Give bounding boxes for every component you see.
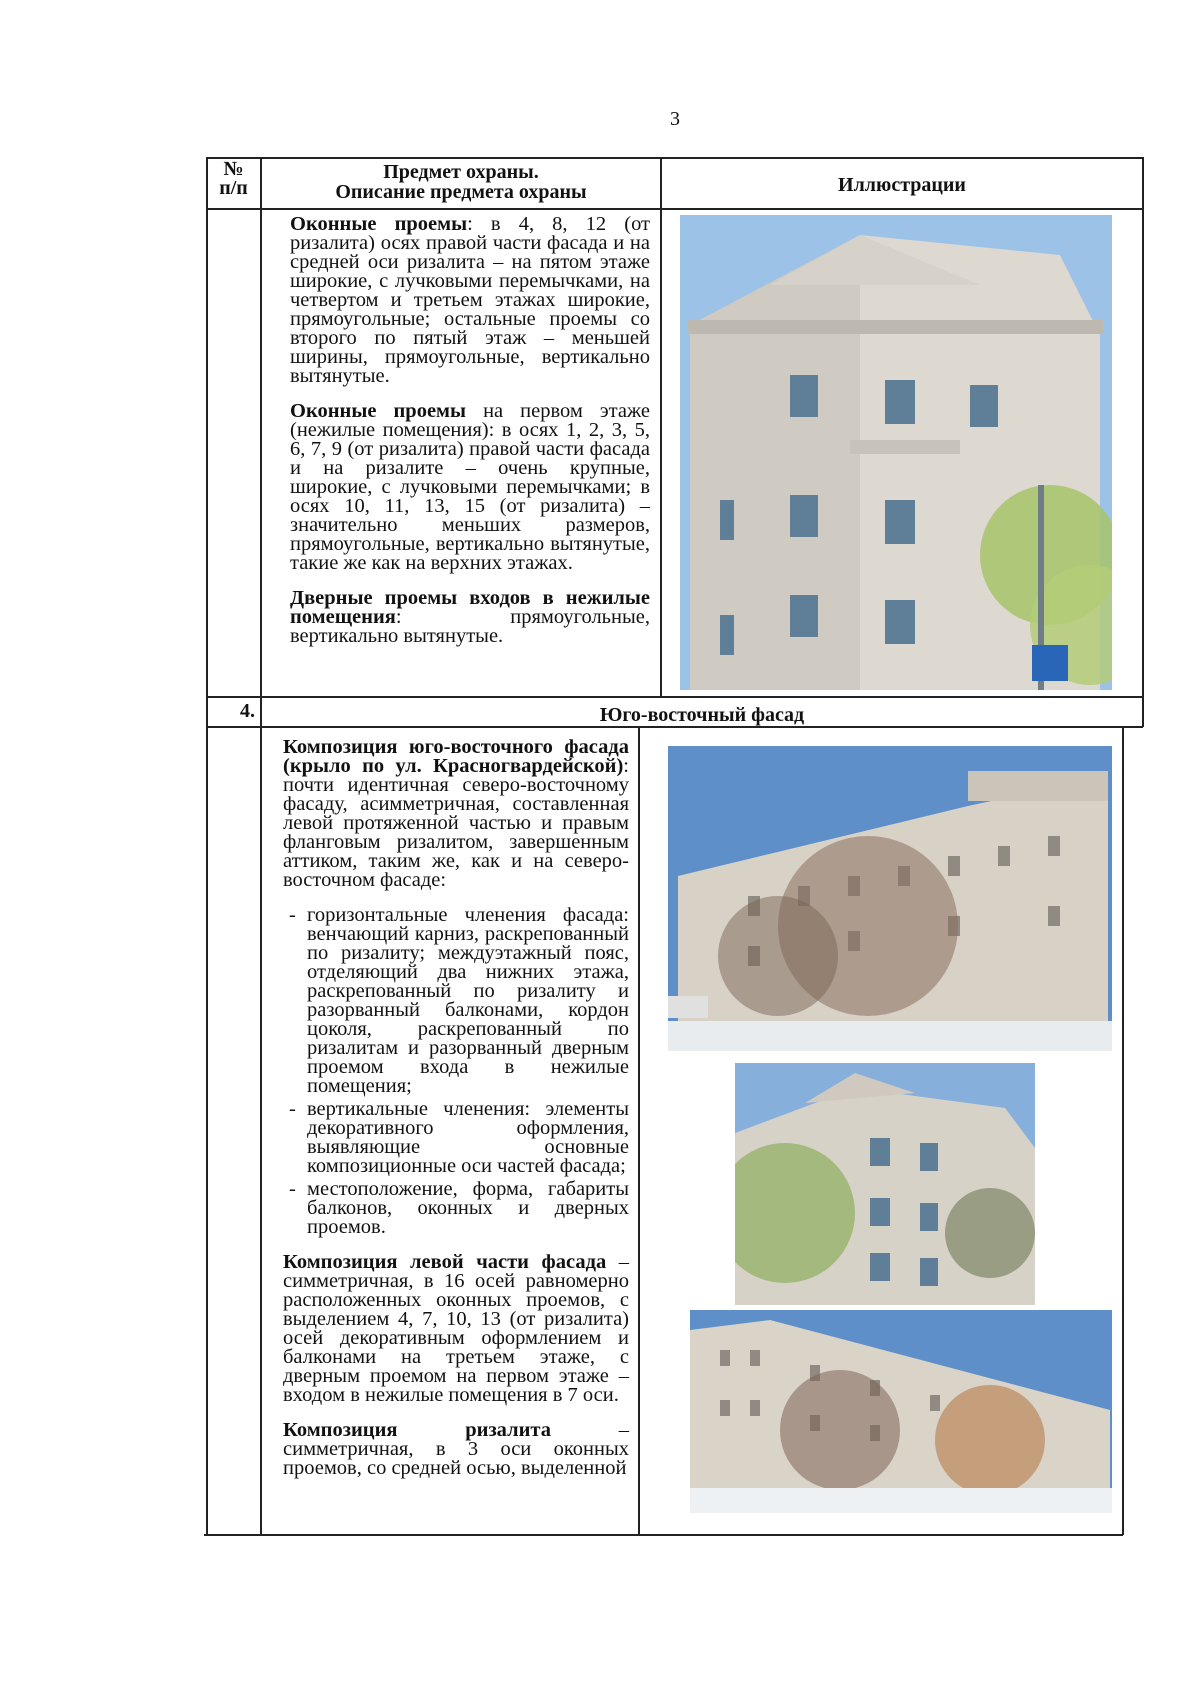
composition-southeast: Композиция юго-восточного фасада (крыло по ул. Красногвардейской): почти идентичная северо-восточному фасаду, асимметричная, составленная левой протяженной частью и правым фланговым ризалитом, завершенным аттиком, таким же, как и на северо-восточном фасаде: <box>283 736 629 891</box>
bullet-location: - местоположение, форма, габариты балконов, оконных и дверных проемов. <box>289 1178 629 1238</box>
header-subject-line1: Предмет охраны. <box>383 161 539 183</box>
table-bottom-border <box>204 1534 1123 1536</box>
photo-building-corner <box>680 215 1112 690</box>
text-column-border-bottom <box>638 726 640 1535</box>
composition-risalit: Композиция ризалита – симметричная, в 3 оси оконных проемов, со средней осью, выделенной <box>283 1419 629 1479</box>
window-openings-ground: Оконные проемы на первом этаже (нежилые помещения): в осях 1, 2, 3, 5, 6, 7, 9 (от ризалита) правой части фасада и на ризалите – очень крупные, широкие, с лучковыми перемычками; в осях 10, 11, 13, 15 (от ризалита) – значительно меньших размеров, прямоугольные, вертикально вытянутые, такие же как на верхних этажах. <box>290 400 650 574</box>
header-subject-line2: Описание предмета охраны <box>335 181 587 203</box>
row1-bottom-border <box>206 696 1143 698</box>
header-subject-cell <box>262 162 660 202</box>
section-4-title: Юго-восточный фасад <box>599 704 805 726</box>
table-right-border-top <box>1142 157 1144 727</box>
row2-description <box>283 738 629 1478</box>
table-left-border <box>206 157 208 1535</box>
composition-left-part: Композиция левой части фасада – симметричная, в 16 осей равномерно расположенных оконных проемов, с выделением 4, 7, 10, 13 (от ризалита) осей декоративным оформлением и балконами на третьем этаже, с дверным проемом на первом этаже – входом в нежилые помещения в 7 оси. <box>283 1251 630 1406</box>
header-illustrations: Иллюстрации <box>838 174 966 196</box>
window-openings-upper: Оконные проемы: в 4, 8, 12 (от ризалита) осях правой части фасада и на средней оси ризалита – на пятом этаже широкие, с лучковыми перемычками, на четвертом и третьем этажах широкие, прямоугольные; остальные проемы со второго по пятый этаж – меньшей ширины, прямоугольные, вертикально вытянутые. <box>290 213 651 387</box>
bullet-horizontal: - горизонтальные членения фасада: венчающий карниз, раскрепованный по ризалиту; междуэтажный пояс, отделяющий два нижних этажа, раскрепованный по ризалиту и разорванный балконами, кордон цоколя, раскрепованный по ризалитам и разорванный дверным проемом входа в нежилые помещения; <box>289 904 629 1097</box>
door-openings: Дверные проемы входов в нежилые помещения: прямоугольные, вертикально вытянутые. <box>290 587 650 647</box>
table-right-border-bottom <box>1122 726 1124 1535</box>
text-column-border-top <box>660 157 662 697</box>
row1-description <box>290 215 650 662</box>
header-bottom-border <box>206 208 1143 210</box>
header-number: № п/п <box>219 158 248 199</box>
photo-street-view <box>690 1310 1112 1513</box>
header-illustrations-cell <box>662 175 1142 195</box>
header-number-cell <box>207 160 260 198</box>
photo-risalit-corner <box>735 1063 1035 1305</box>
composition-bullets <box>283 906 629 1237</box>
photo-long-facade <box>668 746 1112 1051</box>
table-top-border <box>206 157 1143 159</box>
num-column-border <box>260 157 262 1535</box>
bullet-vertical: - вертикальные членения: элементы декоративного оформления, выявляющие основные композиционные оси частей фасада; <box>289 1098 629 1177</box>
page-number: 3 <box>670 108 680 130</box>
section-4-number: 4. <box>240 700 255 722</box>
